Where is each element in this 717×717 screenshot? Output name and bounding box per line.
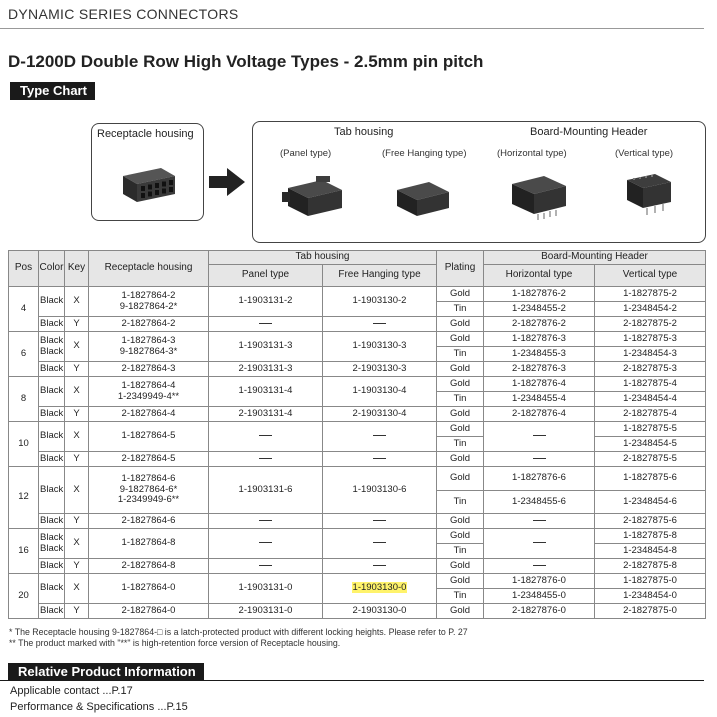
plating-cell: Gold [437, 529, 484, 544]
key-cell: X [65, 529, 89, 559]
performance-spec-link[interactable]: Performance & Specifications ...P.15 [10, 701, 188, 713]
vertical-cell: 2-1827875-3 [595, 362, 706, 377]
dash-mark [373, 458, 386, 459]
col-key: Key [65, 251, 89, 287]
horizontal-cell: 2-1827876-3 [484, 362, 595, 377]
receptacle-cell: 2-1827864-4 [89, 407, 209, 422]
table-row [9, 317, 706, 332]
receptacle-cell: 1-1827864-5 [89, 422, 209, 452]
panel-cell: 1-1903131-2 [209, 287, 323, 317]
dash-mark [533, 565, 546, 566]
plating-cell: Tin [437, 544, 484, 559]
free-cell: 2-1903130-0 [323, 604, 437, 619]
vertical-cell: 1-2348454-5 [595, 437, 706, 452]
free-cell: 1-1903130-3 [323, 332, 437, 362]
dash-mark [373, 435, 386, 436]
footnote-latch: * The Receptacle housing 9-1827864-□ is a latch-protected product with different locking heights. Please refer to P. 27 [9, 627, 468, 637]
color-cell: Black [39, 452, 65, 467]
panel-type-label: (Panel type) [280, 148, 332, 159]
panel-cell: 2-1903131-3 [209, 362, 323, 377]
receptacle-cell: 2-1827864-2 [89, 317, 209, 332]
table-row [9, 452, 706, 467]
dash-mark [373, 520, 386, 521]
key-cell: Y [65, 452, 89, 467]
horizontal-cell: 1-1827876-3 [484, 332, 595, 347]
vertical-type-label: (Vertical type) [615, 148, 674, 159]
receptacle-cell: 2-1827864-5 [89, 452, 209, 467]
free-cell [323, 422, 437, 452]
dash-mark [259, 542, 272, 543]
plating-cell: Gold [437, 422, 484, 437]
plating-cell: Tin [437, 347, 484, 362]
col-plating: Plating [437, 251, 484, 287]
panel-cell: 2-1903131-0 [209, 604, 323, 619]
key-cell: X [65, 377, 89, 407]
panel-cell [209, 317, 323, 332]
receptacle-cell: 1-1827864-6 9-1827864-6* 1-2349949-6** [89, 467, 209, 514]
horizontal-cell: 1-2348455-6 [484, 491, 595, 514]
plating-cell: Gold [437, 362, 484, 377]
dash-mark [259, 458, 272, 459]
tab-housing-label: Tab housing [334, 126, 394, 138]
dash-mark [373, 565, 386, 566]
key-cell: Y [65, 559, 89, 574]
color-cell: Black [39, 574, 65, 604]
receptacle-cell: 1-1827864-4 1-2349949-4** [89, 377, 209, 407]
col-panel: Panel type [209, 265, 323, 287]
panel-cell: 1-1903131-3 [209, 332, 323, 362]
free-cell: 1-1903130-6 [323, 467, 437, 514]
color-cell: Black [39, 422, 65, 452]
receptacle-cell: 2-1827864-8 [89, 559, 209, 574]
free-cell-highlighted: 1-1903130-0 [323, 574, 437, 604]
vertical-cell: 1-2348454-8 [595, 544, 706, 559]
key-cell: X [65, 574, 89, 604]
plating-cell: Tin [437, 392, 484, 407]
receptacle-cell: 1-1827864-8 [89, 529, 209, 559]
color-cell: Black [39, 407, 65, 422]
dash-mark [259, 565, 272, 566]
receptacle-housing-image [117, 162, 179, 206]
vertical-cell: 1-2348454-3 [595, 347, 706, 362]
color-cell: Black Black [39, 332, 65, 362]
table-row [9, 377, 706, 392]
plating-cell: Tin [437, 302, 484, 317]
plating-cell: Gold [437, 559, 484, 574]
key-cell: Y [65, 317, 89, 332]
horizontal-cell [484, 529, 595, 559]
pos-cell: 10 [9, 422, 39, 467]
related-info-label: Relative Product Information [8, 663, 204, 681]
plating-cell: Gold [437, 514, 484, 529]
table-row [9, 362, 706, 377]
type-chart-label: Type Chart [10, 82, 95, 100]
panel-cell: 2-1903131-4 [209, 407, 323, 422]
vertical-cell: 1-1827875-4 [595, 377, 706, 392]
vertical-cell: 1-2348454-4 [595, 392, 706, 407]
dash-mark [533, 435, 546, 436]
col-free: Free Hanging type [323, 265, 437, 287]
receptacle-cell: 2-1827864-3 [89, 362, 209, 377]
horizontal-cell [484, 559, 595, 574]
panel-cell [209, 529, 323, 559]
key-cell: Y [65, 407, 89, 422]
color-cell: Black Black [39, 529, 65, 559]
vertical-cell: 1-2348454-2 [595, 302, 706, 317]
vertical-cell: 2-1827875-4 [595, 407, 706, 422]
free-cell [323, 514, 437, 529]
dash-mark [373, 542, 386, 543]
dash-mark [259, 435, 272, 436]
horizontal-cell: 2-1827876-4 [484, 407, 595, 422]
key-cell: X [65, 422, 89, 452]
key-cell: X [65, 332, 89, 362]
table-row [9, 559, 706, 574]
key-cell: Y [65, 604, 89, 619]
table-row [9, 514, 706, 529]
horizontal-cell [484, 422, 595, 452]
col-receptacle: Receptacle housing [89, 251, 209, 287]
receptacle-housing-label: Receptacle housing [97, 128, 194, 140]
pos-cell: 16 [9, 529, 39, 574]
free-cell [323, 529, 437, 559]
horizontal-cell: 2-1827876-0 [484, 604, 595, 619]
plating-cell: Gold [437, 287, 484, 302]
key-cell: X [65, 467, 89, 514]
key-cell: Y [65, 362, 89, 377]
key-cell: Y [65, 514, 89, 529]
free-hanging-image [393, 178, 453, 218]
receptacle-cell: 1-1827864-0 [89, 574, 209, 604]
panel-cell: 1-1903131-4 [209, 377, 323, 407]
plating-cell: Gold [437, 574, 484, 589]
plating-cell: Gold [437, 317, 484, 332]
horizontal-cell: 1-1827876-0 [484, 574, 595, 589]
key-cell: X [65, 287, 89, 317]
plating-cell: Gold [437, 452, 484, 467]
horizontal-cell: 1-1827876-4 [484, 377, 595, 392]
free-cell: 2-1903130-4 [323, 407, 437, 422]
table-row [9, 407, 706, 422]
horizontal-cell: 1-2348455-2 [484, 302, 595, 317]
board-header-label: Board-Mounting Header [530, 126, 648, 138]
free-cell: 2-1903130-3 [323, 362, 437, 377]
horizontal-cell: 2-1827876-2 [484, 317, 595, 332]
table-row [9, 332, 706, 347]
header-divider [0, 28, 704, 29]
vertical-cell: 2-1827875-5 [595, 452, 706, 467]
free-hanging-label: (Free Hanging type) [382, 148, 467, 159]
color-cell: Black [39, 362, 65, 377]
related-info-divider [0, 680, 704, 681]
horizontal-cell: 1-2348455-3 [484, 347, 595, 362]
applicable-contact-link[interactable]: Applicable contact ...P.17 [10, 685, 133, 697]
free-cell [323, 559, 437, 574]
horizontal-type-image [508, 170, 570, 222]
receptacle-cell: 2-1827864-0 [89, 604, 209, 619]
col-horizontal: Horizontal type [484, 265, 595, 287]
horizontal-cell: 1-2348455-0 [484, 589, 595, 604]
pos-cell: 4 [9, 287, 39, 332]
col-color: Color [39, 251, 65, 287]
dash-mark [259, 323, 272, 324]
plating-cell: Gold [437, 407, 484, 422]
vertical-cell: 1-1827875-0 [595, 574, 706, 589]
footnote-retention: ** The product marked with "**" is high-retention force version of Receptacle housing. [9, 638, 341, 648]
col-tab-housing: Tab housing [209, 251, 437, 265]
page-title: D-1200D Double Row High Voltage Types - 2.5mm pin pitch [8, 52, 484, 71]
dash-mark [533, 458, 546, 459]
panel-cell: 1-1903131-0 [209, 574, 323, 604]
col-board-header: Board-Mounting Header [484, 251, 706, 265]
dash-mark [533, 520, 546, 521]
vertical-cell: 1-1827875-5 [595, 422, 706, 437]
plating-cell: Gold [437, 332, 484, 347]
vertical-cell: 1-1827875-3 [595, 332, 706, 347]
receptacle-cell: 1-1827864-2 9-1827864-2* [89, 287, 209, 317]
table-row [9, 467, 706, 491]
table-row [9, 574, 706, 589]
dash-mark [533, 542, 546, 543]
panel-cell [209, 514, 323, 529]
series-title: DYNAMIC SERIES CONNECTORS [8, 6, 239, 22]
horizontal-cell: 1-1827876-6 [484, 467, 595, 491]
type-chart-table [8, 250, 706, 619]
color-cell: Black [39, 559, 65, 574]
panel-type-image [280, 174, 348, 220]
free-cell [323, 452, 437, 467]
horizontal-type-label: (Horizontal type) [497, 148, 567, 159]
vertical-cell: 2-1827875-8 [595, 559, 706, 574]
pos-cell: 12 [9, 467, 39, 529]
free-cell: 1-1903130-4 [323, 377, 437, 407]
free-cell [323, 317, 437, 332]
vertical-cell: 2-1827875-2 [595, 317, 706, 332]
horizontal-cell: 1-2348455-4 [484, 392, 595, 407]
plating-cell: Tin [437, 589, 484, 604]
vertical-cell: 1-1827875-8 [595, 529, 706, 544]
receptacle-cell: 2-1827864-6 [89, 514, 209, 529]
receptacle-cell: 1-1827864-3 9-1827864-3* [89, 332, 209, 362]
plating-cell: Tin [437, 491, 484, 514]
color-cell: Black [39, 377, 65, 407]
table-row [9, 604, 706, 619]
color-cell: Black [39, 514, 65, 529]
table-row [9, 287, 706, 302]
receptacle-housing-box [91, 123, 204, 221]
vertical-cell: 2-1827875-6 [595, 514, 706, 529]
col-vertical: Vertical type [595, 265, 706, 287]
pos-cell: 20 [9, 574, 39, 619]
vertical-type-image [623, 170, 675, 218]
col-pos: Pos [9, 251, 39, 287]
plating-cell: Gold [437, 377, 484, 392]
color-cell: Black [39, 287, 65, 317]
plating-cell: Gold [437, 604, 484, 619]
horizontal-cell [484, 514, 595, 529]
color-cell: Black [39, 604, 65, 619]
plating-cell: Gold [437, 467, 484, 491]
vertical-cell: 1-1827875-6 [595, 467, 706, 491]
panel-cell [209, 559, 323, 574]
dash-mark [373, 323, 386, 324]
pos-cell: 6 [9, 332, 39, 377]
vertical-cell: 2-1827875-0 [595, 604, 706, 619]
panel-cell [209, 452, 323, 467]
horizontal-cell: 1-1827876-2 [484, 287, 595, 302]
color-cell: Black [39, 467, 65, 514]
vertical-cell: 1-1827875-2 [595, 287, 706, 302]
vertical-cell: 1-2348454-6 [595, 491, 706, 514]
dash-mark [259, 520, 272, 521]
table-row [9, 529, 706, 544]
panel-cell: 1-1903131-6 [209, 467, 323, 514]
color-cell: Black [39, 317, 65, 332]
vertical-cell: 1-2348454-0 [595, 589, 706, 604]
arrow-right-icon [209, 168, 245, 196]
panel-cell [209, 422, 323, 452]
free-cell: 1-1903130-2 [323, 287, 437, 317]
table-row [9, 422, 706, 437]
plating-cell: Tin [437, 437, 484, 452]
tab-header-box [252, 121, 706, 243]
pos-cell: 8 [9, 377, 39, 422]
horizontal-cell [484, 452, 595, 467]
